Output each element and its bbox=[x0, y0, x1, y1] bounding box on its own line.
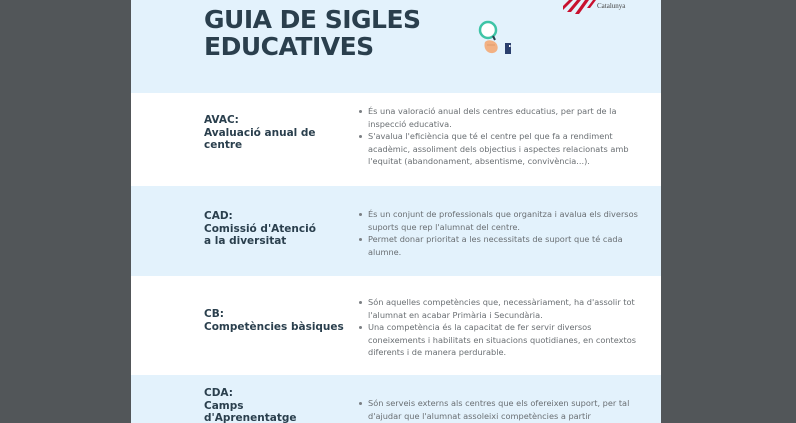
entry-bullets bbox=[358, 105, 648, 168]
entry-row-cad bbox=[131, 186, 661, 276]
entry-name: Competències bàsiques bbox=[204, 320, 344, 333]
logo-text: Catalunya bbox=[597, 2, 626, 10]
entry-label bbox=[204, 308, 344, 333]
entry-code: AVAC: bbox=[204, 114, 239, 126]
bullet-item: Una competència és la capacitat de fer servir diversos coneixements i habilitats en situacions quotidianes, en contextos diferents i de manera perdurable. bbox=[358, 321, 648, 359]
bullet-item: És una valoració anual dels centres educatius, per part de la inspecció educativa. bbox=[358, 105, 648, 130]
entry-row-avac bbox=[131, 93, 661, 186]
entry-name: d'Aprenentatge bbox=[204, 412, 297, 423]
entry-code: CDA: bbox=[204, 387, 233, 399]
entry-label bbox=[204, 114, 316, 152]
entry-name: a la diversitat bbox=[204, 235, 287, 247]
entry-bullets bbox=[358, 208, 648, 258]
entry-row-cb bbox=[131, 276, 661, 375]
entry-row-cda bbox=[131, 375, 661, 423]
title-line-2: EDUCATIVES bbox=[204, 32, 374, 61]
entry-name: Camps bbox=[204, 399, 244, 412]
page-title bbox=[204, 6, 421, 60]
bullet-item: Són serveis externs als centres que els ofereixen suport, per tal d'ajudar que l'alumnat assoleixi competències a partir bbox=[358, 397, 648, 422]
header-banner bbox=[131, 0, 661, 93]
entry-name: centre bbox=[204, 139, 243, 151]
bullet-item: És un conjunt de professionals que organitza i avalua els diversos suports que rep l'alumnat del centre. bbox=[358, 208, 648, 233]
bullet-item: Són aquelles competències que, necessàriament, ha d'assolir tot l'alumnat en acabar Primària i Secundària. bbox=[358, 296, 648, 321]
bullet-item: S'avalua l'eficiència que té el centre pel que fa a rendiment acadèmic, assoliment dels objectius i aspectes relacionats amb l'equitat (abandonament, absentisme, convivència...). bbox=[358, 130, 648, 168]
bullet-item: Permet donar prioritat a les necessitats de suport que té cada alumne. bbox=[358, 233, 648, 258]
entry-name: Avaluació anual de bbox=[204, 126, 316, 139]
magnifying-glass-hand-icon bbox=[473, 20, 517, 64]
entry-bullets bbox=[358, 397, 648, 422]
entry-code: CAD: bbox=[204, 210, 233, 222]
entry-bullets bbox=[358, 296, 648, 359]
entry-label bbox=[204, 387, 297, 423]
entry-code: CB: bbox=[204, 308, 224, 320]
entry-label bbox=[204, 210, 316, 248]
title-line-1: GUIA DE SIGLES bbox=[204, 5, 421, 34]
entry-name: Comissió d'Atenció bbox=[204, 222, 316, 235]
document-page bbox=[131, 0, 661, 423]
